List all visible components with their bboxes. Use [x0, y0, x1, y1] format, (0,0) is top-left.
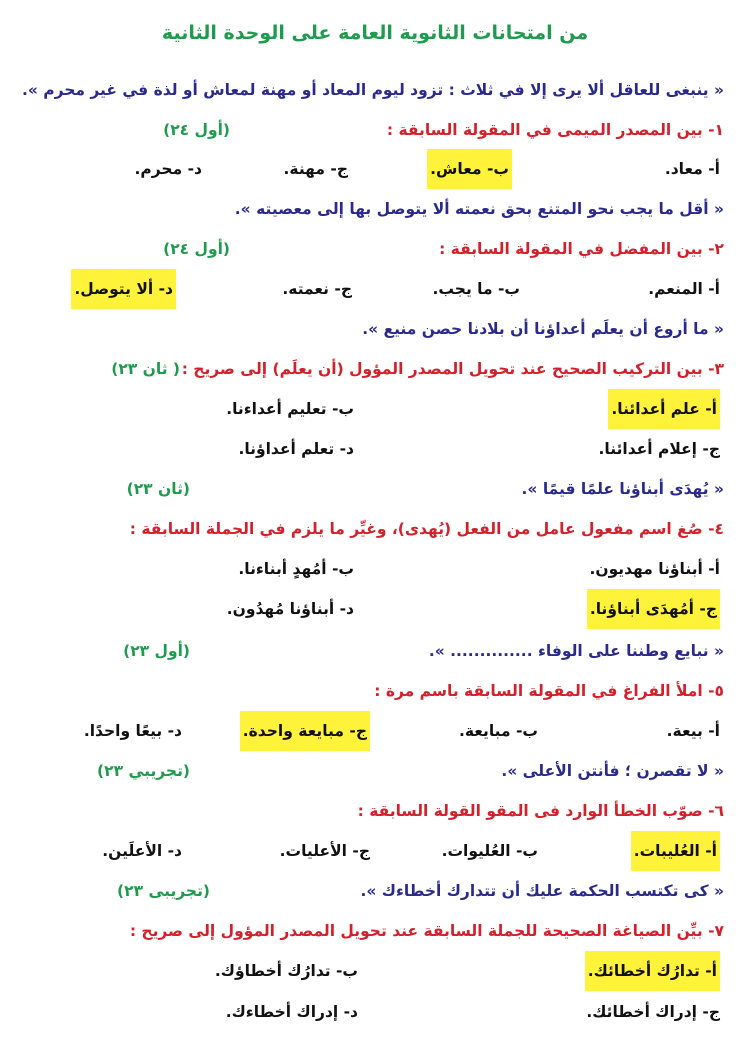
q3-reference: ( ثان ٢٣) [111, 360, 180, 378]
q6-question-row [0, 791, 750, 831]
q3-options-row-1 [0, 389, 750, 429]
q4-question-row [0, 509, 750, 549]
q1-reference: (أول ٢٤) [163, 121, 230, 139]
q5-quote: « نبايع وطننا على الوفاء .............. ». [428, 642, 724, 660]
q7-quote: « كى تكتسب الحكمة عليك أن تتدارك أخطاءك ». [360, 882, 724, 900]
q5-option-b[interactable]: ب- مبايعة. [458, 722, 538, 740]
q5-option-c[interactable]: ج- مبايعة واحدة. [240, 711, 370, 751]
q1-options-row [0, 149, 750, 189]
q6-options-row [0, 831, 750, 871]
q5-question-row [0, 671, 750, 711]
q2-option-a[interactable]: أ- المنعم. [648, 280, 720, 298]
q1-option-b[interactable]: ب- معاش. [427, 149, 512, 189]
q5-option-a[interactable]: أ- بيعة. [666, 722, 720, 740]
q7-option-a[interactable]: أ- تدارُك أخطائك. [585, 951, 720, 991]
q3-question-row [0, 349, 750, 389]
q3-option-b[interactable]: ب- تعليم أعداءنا. [226, 400, 354, 418]
q1-question: ١- بين المصدر الميمى في المقولة السابقة : [386, 121, 724, 139]
q2-question-row [0, 229, 750, 269]
q6-option-c[interactable]: ج- الأعليات. [279, 842, 370, 860]
q4-quote-row [0, 469, 750, 509]
q6-quote: « لا تقصرن ؛ فأنتن الأعلى ». [501, 762, 724, 780]
q7-quote-row [0, 871, 750, 911]
q7-question-row [0, 911, 750, 951]
q4-quote: « يُهدَى أبناؤنا علمًا قيمًا ». [521, 480, 724, 498]
page-title: من امتحانات الثانوية العامة على الوحدة الثانية [161, 22, 589, 44]
q7-option-b[interactable]: ب- تدارُك أخطاؤك. [214, 962, 358, 980]
q1-option-a[interactable]: أ- معاد. [664, 160, 720, 178]
q3-quote: « ما أروع أن يعلَم أعداؤنا أن بلادنا حصن منيع ». [362, 320, 724, 338]
q5-options-row [0, 711, 750, 751]
q7-option-c[interactable]: ج- إدراك أخطائك. [586, 1003, 720, 1021]
q4-options-row-1 [0, 549, 750, 589]
q3-option-c[interactable]: ج- إعلام أعدائنا. [598, 440, 720, 458]
q6-option-b[interactable]: ب- العُليوات. [441, 842, 538, 860]
q6-option-d[interactable]: د- الأعلَين. [102, 842, 182, 860]
q3-question: ٣- بين التركيب الصحيح عند تحويل المصدر المؤول (أن يعلَم) إلى صريح : [181, 360, 724, 378]
q1-question-row [0, 110, 750, 150]
q4-option-d[interactable]: د- أبناؤنا مُهدُون. [226, 600, 354, 618]
q4-reference: (ثان ٢٣) [126, 480, 190, 498]
q1-quote-row [0, 70, 750, 110]
q5-option-d[interactable]: د- بيعًا واحدًا. [83, 722, 182, 740]
q2-options-row [0, 269, 750, 309]
q2-quote: « أقل ما يجب نحو المتنع بحق نعمته ألا يتوصل بها إلى معصيته ». [234, 200, 724, 218]
q1-option-d[interactable]: د- محرم. [134, 160, 202, 178]
q3-option-d[interactable]: د- تعلم أعداؤنا. [238, 440, 354, 458]
q7-options-row-1 [0, 951, 750, 991]
q4-option-a[interactable]: أ- أبناؤنا مهديون. [589, 560, 720, 578]
q5-question: ٥- املأ الفراغ في المقولة السابقة باسم مرة : [374, 682, 724, 700]
q5-reference: (أول ٢٣) [123, 642, 190, 660]
q6-question: ٦- صوّب الخطأ الوارد فى المقو القولة السابقة : [357, 802, 724, 820]
q3-options-row-2 [0, 429, 750, 469]
q5-quote-row [0, 631, 750, 671]
q1-option-c[interactable]: ج- مهنة. [283, 160, 348, 178]
q7-reference: (تجريبى ٢٣) [117, 882, 210, 900]
q4-option-c[interactable]: ج- أمُهدَى أبناؤنا. [587, 589, 720, 629]
q3-quote-row [0, 309, 750, 349]
q7-question: ٧- بيِّن الصياغة الصحيحة للجملة السابقة عند تحويل المصدر المؤول إلى صريح : [129, 922, 724, 940]
q2-reference: (أول ٢٤) [163, 240, 230, 258]
q2-option-b[interactable]: ب- ما يجب. [432, 280, 520, 298]
q6-quote-row [0, 751, 750, 791]
q2-option-d[interactable]: د- ألا يتوصل. [71, 269, 176, 309]
q4-question: ٤- صُغ اسم مفعول عامل من الفعل (يُهدى)، وغيِّر ما يلزم في الجملة السابقة : [129, 520, 724, 538]
q2-option-c[interactable]: ج- نعمته. [282, 280, 352, 298]
q7-option-d[interactable]: د- إدراك أخطاءك. [225, 1003, 358, 1021]
q6-reference: (تجريبي ٢٣) [97, 762, 190, 780]
q2-question: ٢- بين المفضل في المقولة السابقة : [439, 240, 724, 258]
q1-quote: « ينبغى للعاقل ألا يرى إلا في ثلاث : تزود ليوم المعاد أو مهنة لمعاش أو لذة في غير محرم ». [21, 81, 724, 99]
q3-option-a[interactable]: أ- علم أعدائنا. [608, 389, 720, 429]
q7-options-row-2 [0, 992, 750, 1032]
q2-quote-row [0, 189, 750, 229]
q4-option-b[interactable]: ب- أمُهدٍ أبناءنا. [238, 560, 354, 578]
q6-option-a[interactable]: أ- العُليبات. [631, 831, 720, 871]
q4-options-row-2 [0, 589, 750, 629]
